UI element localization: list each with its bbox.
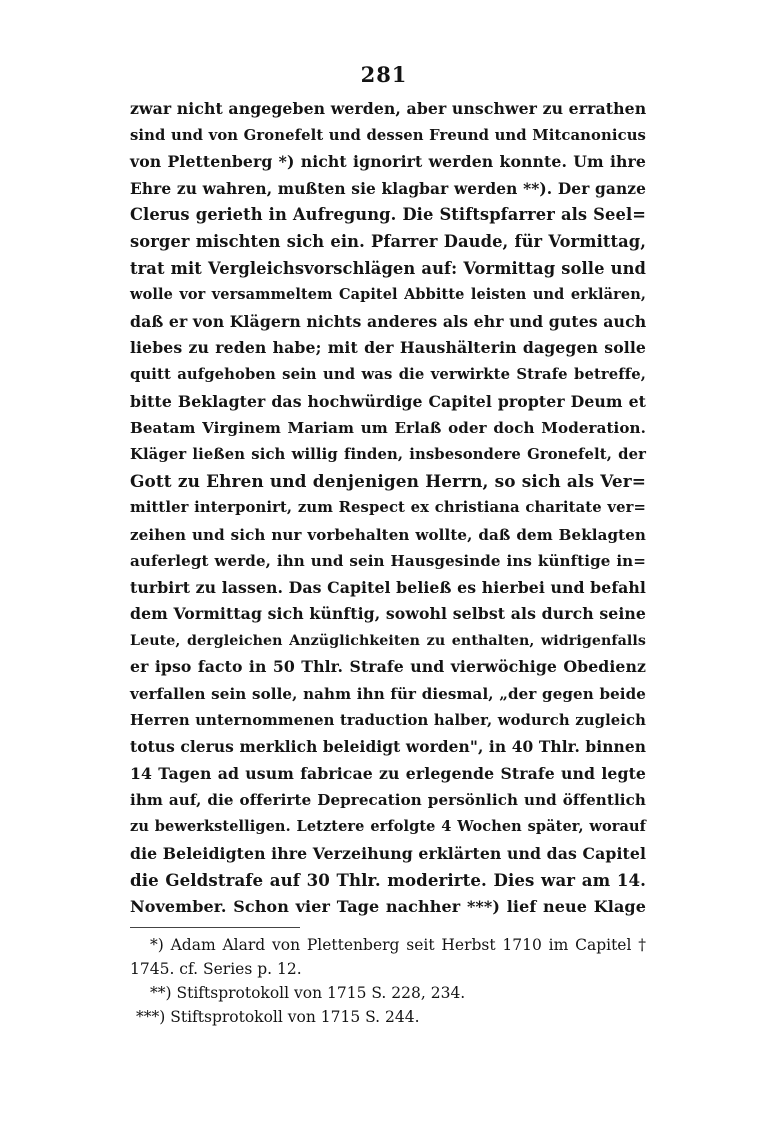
text-line: auferlegt werde, ihn und sein Hausgesinde ins künftige in= [130, 552, 646, 571]
text-line: 14 Tagen ad usum fabricae zu erlegende Strafe und legte [130, 763, 646, 783]
text-line: bitte Beklagter das hochwürdige Capitel propter Deum et [130, 391, 646, 411]
text-line: totus clerus merklich beleidigt worden", in 40 Thlr. binnen [130, 738, 646, 757]
footnotes [130, 933, 646, 1029]
text-line: er ipso facto in 50 Thlr. Strafe und vierwöchige Obedienz [130, 657, 646, 677]
footnote-2: **) Stiftsprotokoll von 1715 S. 228, 234. [150, 984, 466, 1002]
text-line: von Plettenberg *) nicht ignorirt werden konnte. Um ihre [130, 152, 646, 172]
footnote-divider [130, 927, 300, 928]
footnote-1-line-1: *) Adam Alard von Plettenberg seit Herbst 1710 im Capitel † [150, 936, 646, 954]
text-line: daß er von Klägern nichts anderes als ehr und gutes auch [130, 311, 647, 331]
text-line: ihm auf, die offerirte Deprecation persönlich und öffentlich [130, 791, 646, 810]
footnote-1-line-2: 1745. cf. Series p. 12. [130, 960, 302, 978]
text-line: trat mit Vergleichsvorschlägen auf: Vormittag solle und [130, 258, 646, 278]
text-line: verfallen sein solle, nahm ihn für diesmal, „der gegen beide [130, 685, 646, 704]
text-line: sorger mischten sich ein. Pfarrer Daude, für Vormittag, [130, 231, 646, 251]
text-line: Clerus gerieth in Aufregung. Die Stiftspfarrer als Seel= [130, 205, 646, 225]
footnote-3: ***) Stiftsprotokoll von 1715 S. 244. [136, 1008, 420, 1026]
text-line: November. Schon vier Tage nachher ***) lief neue Klage [130, 896, 646, 916]
text-line: wolle vor versammeltem Capitel Abbitte leisten und erklären, [130, 286, 646, 304]
text-line: quitt aufgehoben sein und was die verwirkte Strafe betreffe, [130, 365, 646, 383]
page-number: 281 [360, 62, 408, 87]
body-text [130, 96, 646, 920]
text-line: turbirt zu lassen. Das Capitel beließ es hierbei und befahl [130, 577, 646, 597]
text-line: liebes zu reden habe; mit der Haushälterin dagegen solle [130, 338, 646, 358]
text-line: sind und von Gronefelt und dessen Freund und Mitcanonicus [130, 126, 646, 144]
text-line: Herren unternommenen traduction halber, wodurch zugleich [130, 711, 646, 729]
text-line: Ehre zu wahren, mußten sie klagbar werden **). Der ganze [130, 179, 646, 198]
text-line: Beatam Virginem Mariam um Erlaß oder doch Moderation. [130, 419, 646, 438]
text-line: die Geldstrafe auf 30 Thlr. moderirte. Dies war am 14. [130, 870, 646, 891]
text-line: dem Vormittag sich künftig, sowohl selbst als durch seine [130, 604, 646, 624]
text-line: Kläger ließen sich willig finden, insbesondere Gronefelt, der [130, 445, 646, 463]
text-line: zu bewerkstelligen. Letztere erfolgte 4 Wochen später, worauf [130, 818, 646, 836]
text-line: mittler interponirt, zum Respect ex christiana charitate ver= [130, 498, 646, 516]
text-line: Leute, dergleichen Anzüglichkeiten zu enthalten, widrigenfalls [130, 632, 646, 649]
text-line: die Beleidigten ihre Verzeihung erklärten und das Capitel [130, 843, 646, 863]
text-line: zeihen und sich nur vorbehalten wollte, daß dem Beklagten [130, 525, 646, 544]
text-line: Gott zu Ehren und denjenigen Herrn, so sich als Ver= [130, 471, 646, 492]
text-line: zwar nicht angegeben werden, aber unschwer zu errathen [130, 99, 647, 118]
